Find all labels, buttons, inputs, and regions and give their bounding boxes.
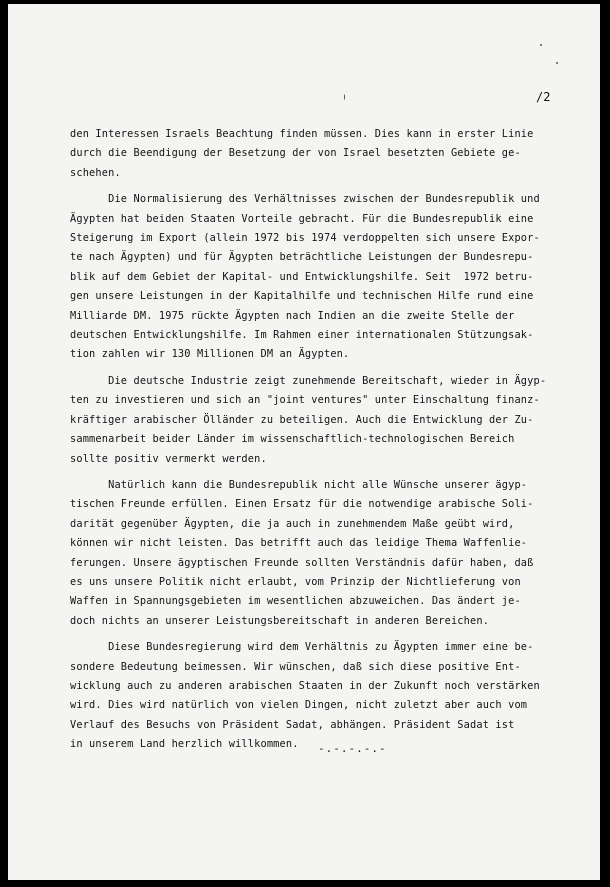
text-line: in unserem Land herzlich willkommen. [70,738,299,751]
text-line: sollte positiv vermerkt werden. [70,452,267,465]
scan-speck [344,94,345,100]
paragraph [70,638,570,754]
text-line: doch nichts an unserer Leistungsbereitschaft in anderen Bereichen. [70,614,490,627]
text-line: wird. Dies wird natürlich von vielen Dingen, nicht zuletzt aber auch vom [70,699,528,712]
page-number: /2 [536,90,551,104]
text-line: es uns unsere Politik nicht erlaubt, vom Prinzip der Nichtlieferung von [70,575,521,588]
text-line: Waffen in Spannungsgebieten im wesentlichen abzuweichen. Das ändert je- [70,595,521,608]
text-line: Natürlich kann die Bundesrepublik nicht alle Wünsche unserer ägyp- [70,478,528,491]
text-line: kräftiger arabischer Ölländer zu beteiligen. Auch die Entwicklung der Zu- [70,413,534,426]
text-line: tion zahlen wir 130 Millionen DM an Ägypten. [70,348,350,361]
text-line: gen unsere Leistungen in der Kapitalhilfe und technischen Hilfe rund eine [70,290,534,303]
text-line: können wir nicht leisten. Das betrifft auch das leidige Thema Waffenlie- [70,537,528,550]
text-line: darität gegenüber Ägypten, die ja auch in zunehmendem Maße geübt wird, [70,517,515,530]
paragraph [70,476,570,631]
document-page [8,4,600,880]
scan-speck [540,44,542,46]
text-line: durch die Beendigung der Besetzung der von Israel besetzten Gebiete ge- [70,147,521,160]
document-body [70,125,570,762]
text-line: Die Normalisierung des Verhältnisses zwischen der Bundesrepublik und [70,193,540,206]
paragraph [70,372,570,469]
text-line: Milliarde DM. 1975 rückte Ägypten nach Indien an die zweite Stelle der [70,309,515,322]
text-line: tischen Freunde erfüllen. Einen Ersatz für die notwendige arabische Soli- [70,498,534,511]
text-line: sondere Bedeutung beimessen. Wir wünschen, daß sich diese positive Ent- [70,660,521,673]
text-line: deutschen Entwicklungshilfe. Im Rahmen einer internationalen Stützungsak- [70,329,534,342]
text-line: schehen. [70,166,121,179]
paragraph [70,190,570,365]
paragraph [70,125,570,183]
text-line: Verlauf des Besuchs von Präsident Sadat, abhängen. Präsident Sadat ist [70,718,515,731]
scan-speck [556,62,558,64]
text-line: ten zu investieren und sich an "joint ventures" unter Einschaltung finanz- [70,394,540,407]
text-line: blik auf dem Gebiet der Kapital- und Entwicklungshilfe. Seit 1972 betru- [70,270,534,283]
text-line: Die deutsche Industrie zeigt zunehmende Bereitschaft, wieder in Ägyp- [70,374,547,387]
text-line: Steigerung im Export (allein 1972 bis 1974 verdoppelten sich unsere Expor- [70,232,540,245]
text-line: Diese Bundesregierung wird dem Verhältnis zu Ägypten immer eine be- [70,641,534,654]
text-line: Ägypten hat beiden Staaten Vorteile gebracht. Für die Bundesrepublik eine [70,212,534,225]
text-line: wicklung auch zu anderen arabischen Staaten in der Zukunft noch verstärken [70,679,540,692]
text-line: sammenarbeit beider Länder im wissenschaftlich-technologischen Bereich [70,433,515,446]
text-line: ferungen. Unsere ägyptischen Freunde sollten Verständnis dafür haben, daß [70,556,534,569]
text-line: te nach Ägypten) und für Ägypten beträchtliche Leistungen der Bundesrepu- [70,251,534,264]
text-line: den Interessen Israels Beachtung finden müssen. Dies kann in erster Linie [70,128,534,140]
end-mark: -.-.-.-.- [318,742,387,755]
